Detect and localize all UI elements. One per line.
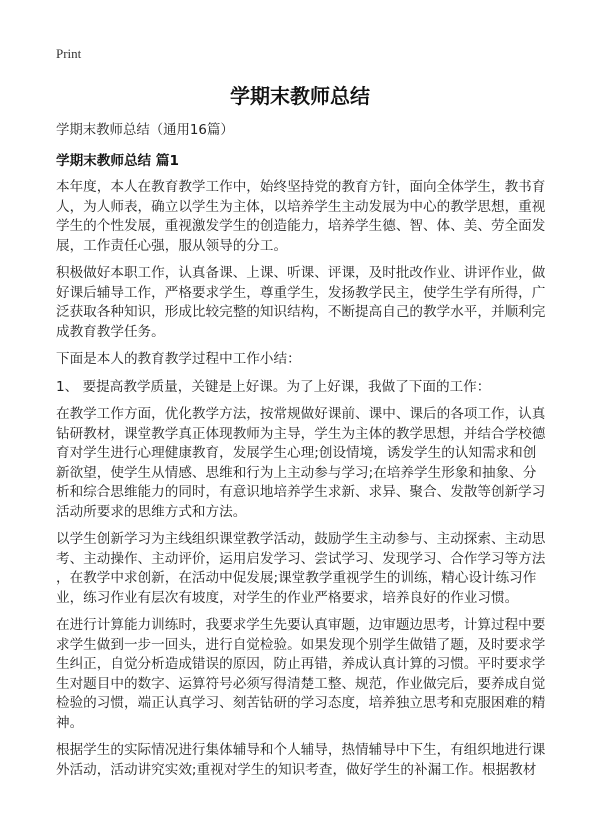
print-link[interactable]: Print	[56, 46, 82, 61]
document-subtitle: 学期末教师总结（通用16篇）	[56, 123, 234, 138]
paragraph-line: 人，为人师表，确立以学生为主体，以培养学生主动发展为中心的教学思想，重视	[56, 198, 546, 215]
paragraph-line: 1、 要提高教学质量，关键是上好课。为了上好课，我做了下面的工作：	[56, 378, 491, 395]
paragraph-line: 生纠正，自觉分析造成错误的原因，防止再错，养成认真计算的习惯。平时要求学	[56, 656, 546, 672]
paragraph	[56, 616, 556, 733]
paragraph-line: 析和综合思维能力的同时，有意识地培养学生求新、求异、聚合、发散等创新学习	[56, 484, 546, 500]
paragraph	[56, 378, 556, 398]
paragraph-line: 求学生做到一步一回头，进行自觉检验。如果发现个别学生做错了题，及时要求学	[56, 636, 546, 653]
paragraph-line: 检验的习惯，端正认真学习、刻苦钻研的学习态度，培养独立思考和克服困难的精	[56, 695, 546, 711]
paragraph-line: 泛获取各种知识，形成比较完整的知识结构，不断提高自己的教学水平，并顺利完	[56, 304, 546, 320]
paragraph-line: 以学生创新学习为主线组织课堂教学活动，鼓励学生主动参与、主动探索、主动思	[56, 531, 546, 547]
paragraph	[56, 178, 556, 256]
paragraph-line: 成教育教学任务。	[56, 323, 165, 340]
paragraph-line: 本年度，本人在教育教学工作中，始终坚持党的教育方针，面向全体学生，教书育	[56, 179, 546, 195]
paragraph-line: 展，工作责任心强，服从领导的分工。	[56, 237, 288, 254]
paragraph-line: 活动所要求的思维方式和方法。	[56, 503, 247, 520]
paragraph-line: 外活动，活动讲究实效;重视对学生的知识考查，做好学生的补漏工作。根据教材	[56, 761, 537, 778]
paragraph-line: 根据学生的实际情况进行集体辅导和个人辅导，热情辅导中下生，有组织地进行课	[56, 742, 546, 758]
paragraph-line: 在进行计算能力训练时，我要求学生先要认真审题，边审题边思考，计算过程中要	[56, 617, 546, 633]
paragraph	[56, 741, 556, 780]
paragraph	[56, 530, 556, 608]
paragraph	[56, 350, 556, 370]
paragraph-line: 神。	[56, 714, 84, 731]
paragraph-line: 在教学工作方面，优化教学方法，按常规做好课前、课中、课后的各项工作，认真	[56, 406, 546, 422]
paragraph-line: 生对题目中的数字、运算符号必须写得清楚工整、规范，作业做完后，要养成自觉	[56, 675, 546, 692]
paragraph-line: 新欲望，使学生从情感、思维和行为上主动参与学习;在培养学生形象和抽象、分	[56, 464, 537, 481]
article-body	[56, 178, 556, 788]
paragraph-line: 育对学生进行心理健康教育，发展学生心理;创设情境，诱发学生的认知需求和创	[56, 445, 537, 461]
paragraph	[56, 264, 556, 342]
paragraph-line: 下面是本人的教育教学过程中工作小结：	[56, 351, 301, 367]
paragraph-line: 钻研教材，课堂教学真正体现教师为主导，学生为主体的教学思想，并结合学校德	[56, 425, 546, 442]
paragraph	[56, 405, 556, 522]
page-title: 学期末教师总结	[230, 84, 370, 108]
paragraph-line: 好课后辅导工作，严格要求学生，尊重学生，发扬教学民主，使学生学有所得，广	[56, 284, 546, 301]
paragraph-line: ，在教学中求创新，在活动中促发展;课堂教学重视学生的训练，精心设计练习作	[56, 570, 537, 586]
paragraph-line: 考、主动操作、主动评价，运用启发学习、尝试学习、发现学习、合作学习等方法	[56, 550, 546, 567]
section-heading: 学期末教师总结 篇1	[56, 153, 179, 169]
paragraph-line: 业，练习作业有层次有坡度，对学生的作业严格要求，培养良好的作业习惯。	[56, 589, 519, 606]
paragraph-line: 积极做好本职工作，认真备课、上课、听课、评课，及时批改作业、讲评作业，做	[56, 265, 546, 281]
paragraph-line: 学生的个性发展，重视激发学生的创造能力，培养学生德、智、体、美、劳全面发	[56, 218, 546, 234]
